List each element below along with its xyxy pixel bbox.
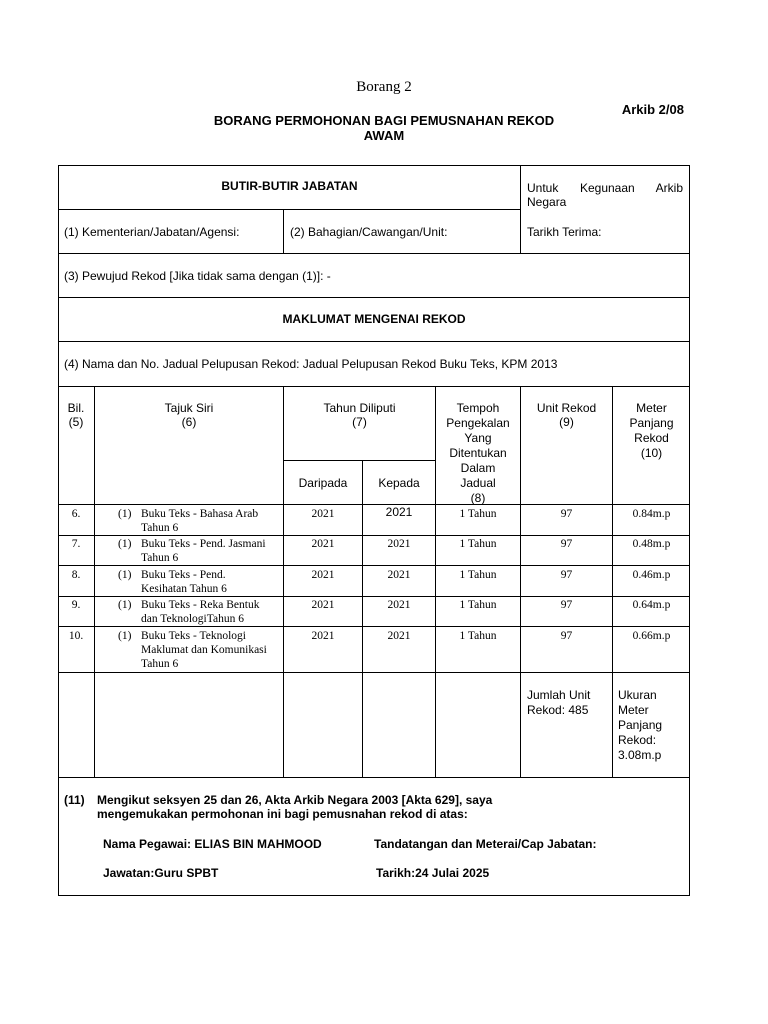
row-to: 2021 xyxy=(387,569,411,581)
column-header-units: Unit Rekod (9) xyxy=(536,401,597,429)
divider xyxy=(58,672,690,673)
row-marker: (1) xyxy=(118,508,132,520)
row-from: 2021 xyxy=(311,630,335,642)
declaration-number: (11) xyxy=(64,793,85,807)
column-header-meter: Meter Panjang Rekod (10) xyxy=(629,401,674,460)
row-title: Buku Teks - Teknologi Maklumat dan Komunikasi Tahun 6 xyxy=(141,630,267,670)
row-marker: (1) xyxy=(118,630,132,642)
officer-name: Nama Pegawai: ELIAS BIN MAHMOOD xyxy=(103,837,322,851)
division-label: (2) Bahagian/Cawangan/Unit: xyxy=(290,225,448,239)
row-meter: 0.66m.p xyxy=(632,630,671,642)
total-units: Jumlah Unit Rekod: 485 xyxy=(527,688,591,717)
row-units: 97 xyxy=(560,508,573,520)
divider xyxy=(94,386,95,777)
divider xyxy=(58,596,690,597)
records-heading: MAKLUMAT MENGENAI REKOD xyxy=(282,312,466,326)
row-marker: (1) xyxy=(118,538,132,550)
column-header-years: Tahun Diliputi (7) xyxy=(323,401,396,429)
row-retention: 1 Tahun xyxy=(459,599,497,611)
divider xyxy=(58,386,690,387)
row-number: 7. xyxy=(71,538,81,550)
row-retention: 1 Tahun xyxy=(459,538,497,550)
ministry-label: (1) Kementerian/Jabatan/Agensi: xyxy=(64,225,240,239)
declaration-line-1: Mengikut seksyen 25 dan 26, Akta Arkib Negara 2003 [Akta 629], saya xyxy=(97,793,493,807)
column-header-retention: Tempoh Pengekalan Yang Ditentukan Dalam Jadual (8) xyxy=(446,401,510,505)
divider xyxy=(58,626,690,627)
row-units: 97 xyxy=(560,599,573,611)
row-units: 97 xyxy=(560,630,573,642)
row-number: 10. xyxy=(68,630,84,642)
total-meter: Ukuran Meter Panjang Rekod: 3.08m.p xyxy=(618,688,663,762)
record-creator-label: (3) Pewujud Rekod [Jika tidak sama dengan (1)]: - xyxy=(64,269,331,283)
divider xyxy=(58,565,690,566)
row-units: 97 xyxy=(560,538,573,550)
table-border-right xyxy=(689,165,690,896)
row-from: 2021 xyxy=(311,508,335,520)
department-heading: BUTIR-BUTIR JABATAN xyxy=(221,179,358,193)
row-units: 97 xyxy=(560,569,573,581)
table-border-bottom xyxy=(58,895,690,896)
row-from: 2021 xyxy=(311,599,335,611)
row-to: 2021 xyxy=(387,599,411,611)
row-number: 8. xyxy=(71,569,81,581)
row-marker: (1) xyxy=(118,599,132,611)
row-number: 9. xyxy=(71,599,81,611)
table-border-left xyxy=(58,165,59,896)
disposal-schedule-label: (4) Nama dan No. Jadual Pelupusan Rekod: Jadual Pelupusan Rekod Buku Teks, KPM 2013 xyxy=(64,357,558,371)
page-title: BORANG PERMOHONAN BAGI PEMUSNAHAN REKOD AWAM xyxy=(213,113,555,143)
row-from: 2021 xyxy=(311,538,335,550)
row-retention: 1 Tahun xyxy=(459,569,497,581)
row-to: 2021 xyxy=(387,538,411,550)
form-number: Borang 2 xyxy=(356,79,412,95)
row-from: 2021 xyxy=(311,569,335,581)
officer-position: Jawatan:Guru SPBT xyxy=(103,866,219,880)
row-title: Buku Teks - Bahasa Arab Tahun 6 xyxy=(141,508,259,534)
row-meter: 0.84m.p xyxy=(632,508,671,520)
declaration-date: Tarikh:24 Julai 2025 xyxy=(376,866,490,880)
row-title: Buku Teks - Pend. Jasmani Tahun 6 xyxy=(141,538,266,564)
row-retention: 1 Tahun xyxy=(459,508,497,520)
divider xyxy=(58,253,690,254)
row-to: 2021 xyxy=(387,630,411,642)
divider xyxy=(283,460,436,461)
signature-label: Tandatangan dan Meterai/Cap Jabatan: xyxy=(374,837,597,851)
row-meter: 0.64m.p xyxy=(632,599,671,611)
row-title: Buku Teks - Pend. Kesihatan Tahun 6 xyxy=(141,569,227,595)
column-header-series: Tajuk Siri (6) xyxy=(164,401,214,429)
row-meter: 0.46m.p xyxy=(632,569,671,581)
divider xyxy=(58,535,690,536)
office-use-label-2: Negara xyxy=(527,195,567,209)
reference-number: Arkib 2/08 xyxy=(621,102,684,117)
received-date-label: Tarikh Terima: xyxy=(527,225,602,239)
row-retention: 1 Tahun xyxy=(459,630,497,642)
office-use-label: Untuk Kegunaan Arkib xyxy=(527,181,683,195)
row-meter: 0.48m.p xyxy=(632,538,671,550)
column-header-from: Daripada xyxy=(298,476,348,490)
divider xyxy=(58,297,690,298)
column-header-no: Bil. (5) xyxy=(67,401,85,429)
column-header-to: Kepada xyxy=(378,476,420,490)
table-border-top xyxy=(58,165,690,166)
divider xyxy=(58,209,521,210)
divider xyxy=(283,209,284,253)
row-marker: (1) xyxy=(118,569,132,581)
divider xyxy=(58,341,690,342)
declaration-line-2: mengemukakan permohonan ini bagi pemusnahan rekod di atas: xyxy=(97,807,468,821)
row-to: 2021 xyxy=(385,505,413,519)
row-number: 6. xyxy=(71,508,81,520)
row-title: Buku Teks - Reka Bentuk dan TeknologiTahun 6 xyxy=(141,599,260,625)
divider xyxy=(58,777,690,778)
